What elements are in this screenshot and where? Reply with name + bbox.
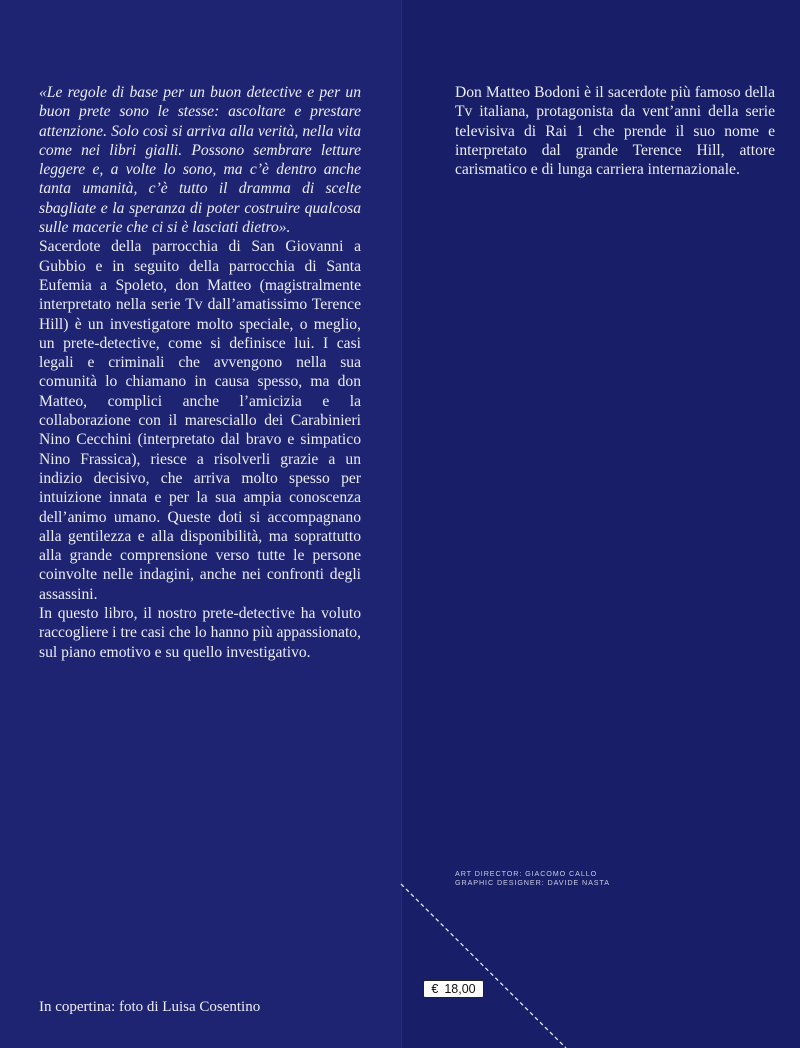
opening-quote: «Le regole di base per un buon detective e per un buon prete sono le stesse: ascoltare e prestare attenzione. Solo così si arriva alla verità, nella vita come nei libri gialli. Possono sembrare letture leggere e, a volte lo sono, ma c’è dentro anche tanta umanità, c’è tutto il dramma di scelte sbagliate e la speranza di poter costruire qualcosa sulle macerie che ci si è lasciati dietro». bbox=[39, 84, 361, 237]
synopsis-paragraph-1: Sacerdote della parrocchia di San Giovanni a Gubbio e in seguito della parrocchia di Santa Eufemia a Spoleto, don Matteo (magistralmente interpretato nella serie Tv dall’amatissimo Terence Hill) è un investigatore molto speciale, o meglio, un prete-detective, come si definisce lui. I casi legali e criminali che avvengono nella sua comunità lo chiamano in causa spesso, ma don Matteo, complici anche l’amicizia e la collaborazione con il maresciallo dei Carabinieri Nino Cecchini (interpretato dal bravo e simpatico Nino Frassica), riesce a risolverli grazie a un indizio decisivo, che arriva molto spesso per intuizione innata e per la sua ampia conoscenza dell’animo umano. Queste doti si accompagnano alla gentilezza e alla disponibilità, ma soprattutto alla grande comprensione verso tutte le persone coinvolte nelle indagini, anche nei confronti degli assassini. bbox=[39, 238, 361, 603]
price-currency: € bbox=[431, 982, 439, 996]
art-director-credit: ART DIRECTOR: GIACOMO CALLO bbox=[455, 869, 598, 878]
price-tag bbox=[423, 980, 484, 998]
graphic-designer-credit: GRAPHIC DESIGNER: DAVIDE NASTA bbox=[455, 878, 610, 887]
cover-photo-credit: In copertina: foto di Luisa Cosentino bbox=[39, 999, 261, 1015]
author-bio: Don Matteo Bodoni è il sacerdote più famoso della Tv italiana, protagonista da vent’anni della serie televisiva di Rai 1 che prende il suo nome e interpretato dal grande Terence Hill, attore carismatico e di lunga carriera internazionale. bbox=[455, 84, 775, 179]
synopsis-paragraph-2: In questo libro, il nostro prete-detective ha voluto raccogliere i tre casi che lo hanno più appassionato, sul piano emotivo e su quello investigativo. bbox=[39, 605, 361, 661]
price-amount: 18,00 bbox=[444, 982, 476, 996]
